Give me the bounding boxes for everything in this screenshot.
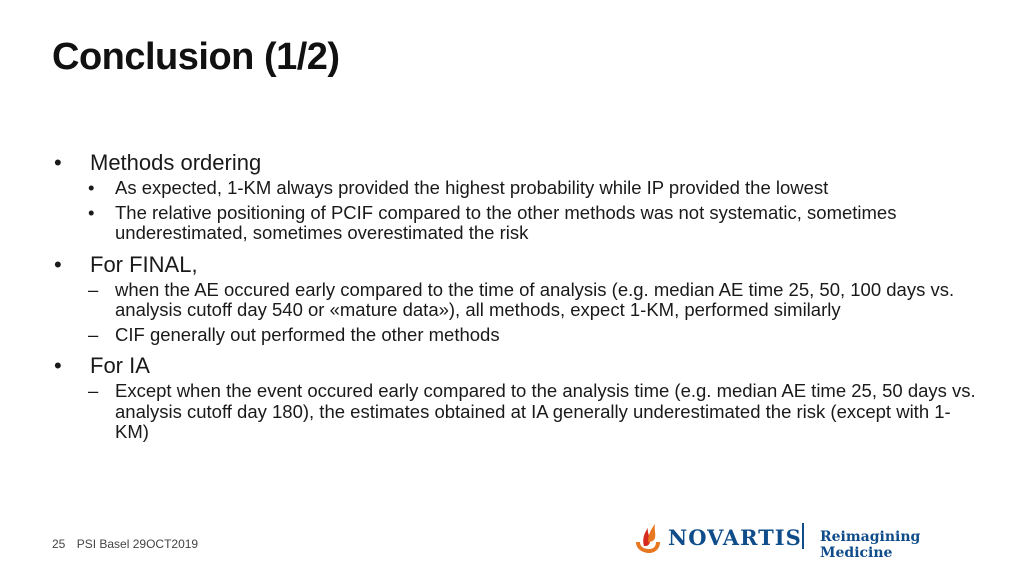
section-heading: For IA [90,353,150,378]
brand-tagline: Reimagining Medicine [820,529,921,561]
page-number: 25 [52,537,66,551]
slide-content [52,150,982,451]
logo-separator [802,523,804,549]
bullet-dot: • [54,251,62,277]
bullet-text: Except when the event occured early compared to the analysis time (e.g. median AE time 25, 50 days vs. analysis cutoff day 180), the estimates obtained at IA generally underestimated the risk (except with 1-KM) [115,380,976,442]
slide-footer [52,537,198,551]
section-methods-ordering [52,150,982,244]
bullet-level2 [52,280,982,321]
bullet-text: when the AE occured early compared to the time of analysis (e.g. median AE time 25, 50, 100 days vs. analysis cutoff day 540 or «mature data»), all methods, expect 1-KM, performed similarly [115,278,955,320]
bullet-level1 [52,252,982,278]
bullet-dot: • [88,177,95,198]
event-label: PSI Basel 29OCT2019 [76,537,199,551]
novartis-flame-icon [632,520,662,554]
bullet-level2 [52,203,982,244]
bullet-dash: – [88,278,99,300]
bullet-dot: • [88,201,95,223]
bullet-dot: • [54,150,62,175]
bullet-dash: – [88,323,99,345]
slide-title: Conclusion (1/2) [52,36,340,78]
bullet-text: CIF generally out performed the other methods [115,323,500,345]
bullet-level1 [52,353,982,379]
bullet-level2 [52,381,982,443]
section-heading: Methods ordering [90,150,262,175]
bullet-level2 [52,325,982,346]
bullet-dot: • [54,353,62,378]
bullet-level2 [52,178,982,199]
section-final [52,252,982,346]
bullet-level1 [52,150,982,176]
section-ia [52,353,982,443]
bullet-text: As expected, 1-KM always provided the highest probability while IP provided the lowest [115,177,829,198]
bullet-dash: – [88,380,99,401]
novartis-logo [630,519,980,561]
section-heading: For FINAL, [90,251,198,277]
brand-name: NOVARTIS [668,525,802,550]
bullet-text: The relative positioning of PCIF compared to the other methods was not systematic, sometimes underestimated, sometimes overestimated the risk [115,201,897,243]
